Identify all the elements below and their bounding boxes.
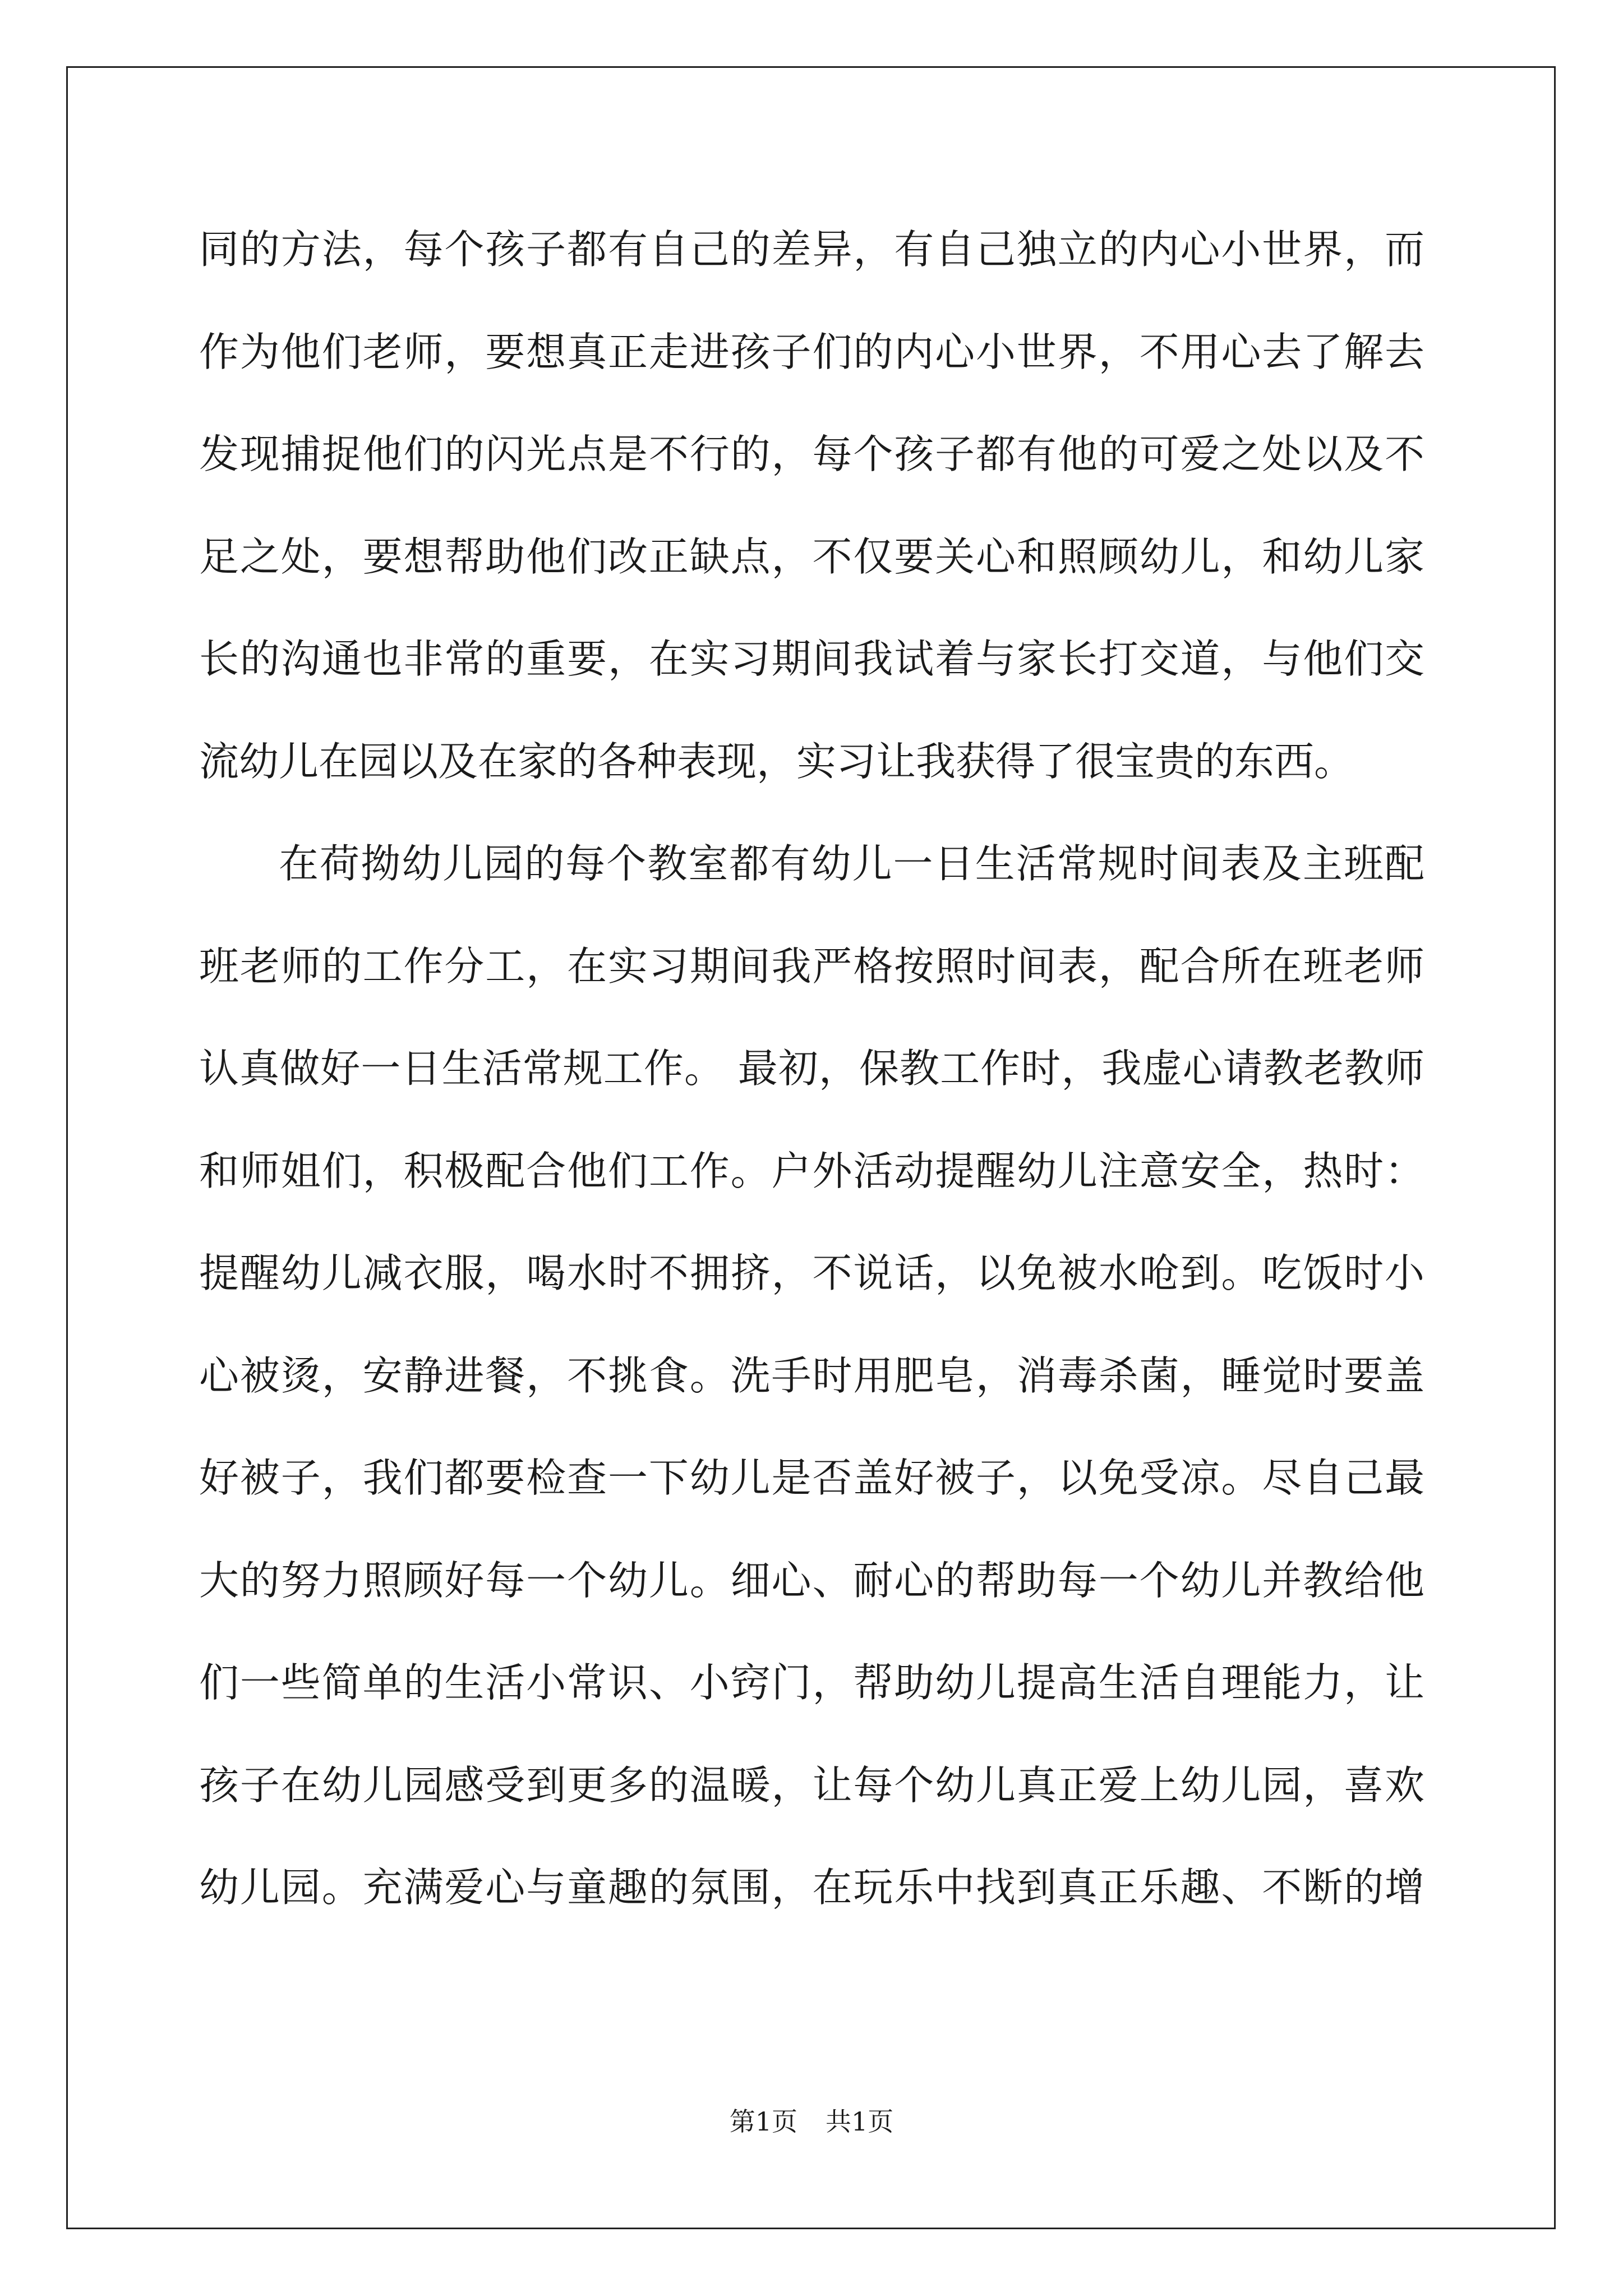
page-number: 第1页 <box>729 2106 797 2137</box>
text-line: 班老师的工作分工，在实习期间我严格按照时间表，配合所在班老师 <box>199 943 1424 990</box>
text-line: 幼儿园。充满爱心与童趣的氛围，在玩乐中找到真正乐趣、不断的增 <box>199 1864 1424 1911</box>
text-line: 提醒幼儿减衣服，喝水时不拥挤，不说话，以免被水呛到。吃饭时小 <box>199 1250 1424 1296</box>
text-line: 大的努力照顾好每一个幼儿。细心、耐心的帮助每一个幼儿并教给他 <box>199 1557 1424 1604</box>
page-footer <box>0 2105 1623 2138</box>
text-line: 心被烫，安静进餐，不挑食。洗手时用肥皂，消毒杀菌，睡觉时要盖 <box>199 1352 1424 1399</box>
text-line: 孩子在幼儿园感受到更多的温暖，让每个幼儿真正爱上幼儿园，喜欢 <box>199 1762 1424 1809</box>
text-line: 足之处，要想帮助他们改正缺点，不仅要关心和照顾幼儿，和幼儿家 <box>199 533 1424 580</box>
text-line: 长的沟通也非常的重要，在实习期间我试着与家长打交道，与他们交 <box>199 636 1424 682</box>
text-line: 和师姐们，积极配合他们工作。户外活动提醒幼儿注意安全，热时： <box>199 1148 1424 1194</box>
text-line: 在荷拗幼儿园的每个教室都有幼儿一日生活常规时间表及主班配 <box>279 840 1424 887</box>
text-line: 作为他们老师，要想真正走进孩子们的内心小世界，不用心去了解去 <box>199 329 1424 375</box>
text-line: 同的方法，每个孩子都有自己的差异，有自己独立的内心小世界，而 <box>199 226 1424 273</box>
page-total: 共1页 <box>826 2106 894 2137</box>
text-line: 流幼儿在园以及在家的各种表现，实习让我获得了很宝贵的东西。 <box>199 738 1354 785</box>
text-line: 发现捕捉他们的闪光点是不行的，每个孩子都有他的可爱之处以及不 <box>199 431 1424 477</box>
text-line: 好被子，我们都要检查一下幼儿是否盖好被子，以免受凉。尽自己最 <box>199 1455 1424 1501</box>
text-line: 们一些简单的生活小常识、小窍门，帮助幼儿提高生活自理能力，让 <box>199 1659 1424 1706</box>
text-line: 认真做好一日生活常规工作。 最初，保教工作时，我虚心请教老教师 <box>199 1045 1424 1092</box>
